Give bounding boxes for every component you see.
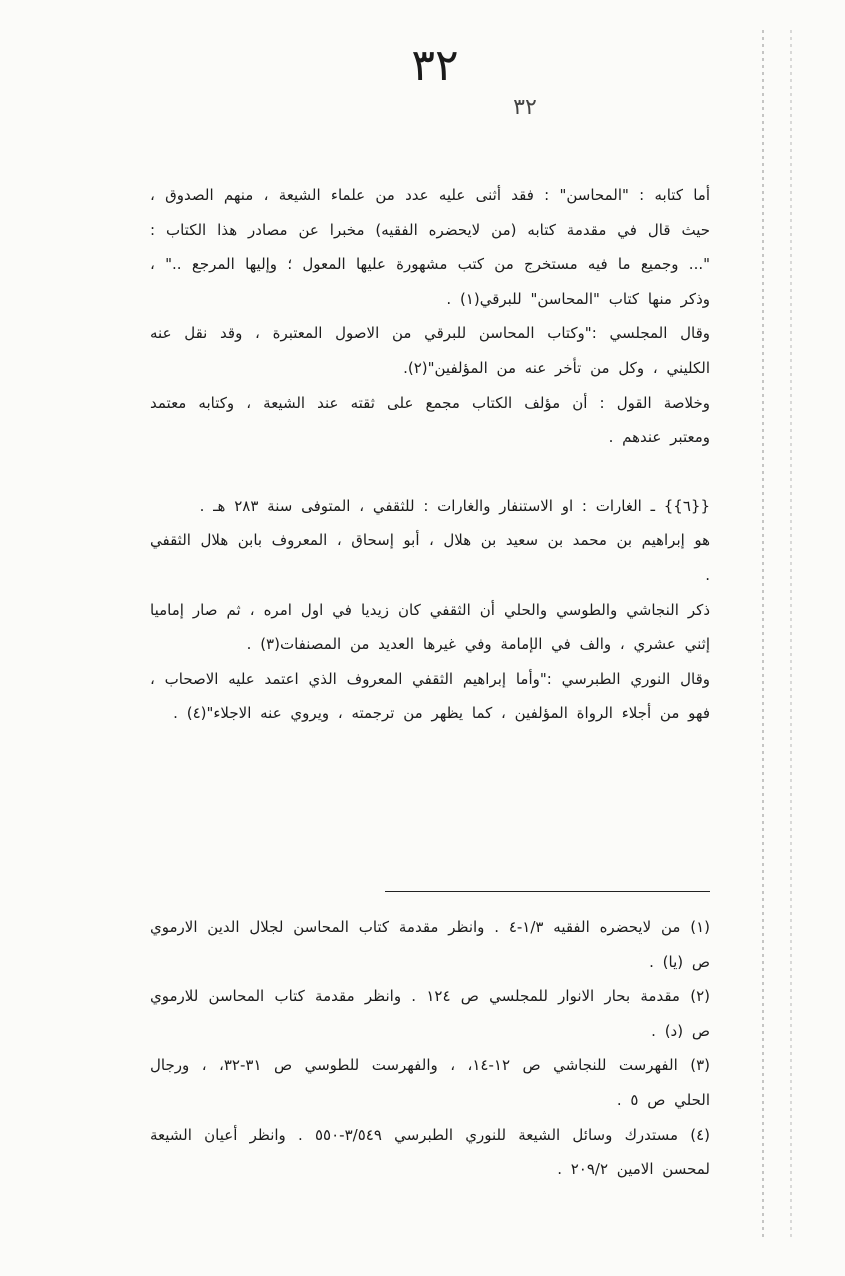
paragraph: وقال المجلسي :"وكتاب المحاسن للبرقي من الاصول المعتبرة ، وقد نقل عنه الكليني ، وكل من تأخر عنه من المؤلفين"(٢).	[150, 324, 710, 377]
section-gap	[150, 455, 710, 489]
paragraph: هو إبراهيم بن محمد بن سعيد بن هلال ، أبو إسحاق ، المعروف بابن هلال الثقفي .	[150, 531, 710, 584]
handwritten-page-number: ٣٢	[411, 40, 459, 91]
paragraph: وخلاصة القول : أن مؤلف الكتاب مجمع على ثقته عند الشيعة ، وكتابه معتمد ومعتبر عندهم .	[150, 393, 710, 447]
footnote: (٢) مقدمة بحار الانوار للمجلسي ص ١٢٤ . وانظر مقدمة كتاب المحاسن للارموي ص (د) .	[150, 987, 710, 1040]
paragraph: أما كتابه : "المحاسن" : فقد أثنى عليه عدد من علماء الشيعة ، منهم الصدوق ، حيث قال في مقدمة كتابه (من لايحضره الفقيه) مخبرا عن مصادر هذا الكتاب : "... وجميع ما فيه مستخرج من كتب مشهورة عليها المعول ؛ وإليها المرجع .." ، وذكر منها كتاب "المحاسن" للبرقي(١) .	[150, 186, 710, 308]
scan-edge-artifact	[762, 30, 764, 1240]
body-text	[150, 178, 710, 731]
section-heading: {{٦}} ـ الغارات : او الاستنفار والغارات : للثقفي ، المتوفى سنة ٢٨٣ هـ .	[199, 496, 710, 515]
paragraph: ذكر النجاشي والطوسي والحلي أن الثقفي كان زيديا في اول امره ، ثم صار إماميا إثني عشري ، والف في الإمامة وفي غيرها العديد من المصنفات(٣) .	[150, 600, 710, 654]
footnote: (٣) الفهرست للنجاشي ص ١٢-١٤، ، والفهرست للطوسي ص ٣١-٣٢، ، ورجال الحلي ص ٥ .	[150, 1056, 710, 1109]
footnote-divider	[385, 891, 710, 892]
paragraph: وقال النوري الطبرسي :"وأما إبراهيم الثقفي المعروف الذي اعتمد عليه الاصحاب ، فهو من أجلاء الرواة المؤلفين ، كما يظهر من ترجمته ، ويروي عنه الاجلاء"(٤) .	[150, 669, 710, 723]
footnote: (٤) مستدرك وسائل الشيعة للنوري الطبرسي ٣/٥٤٩-٥٥٠ . وانظر أعيان الشيعة لمحسن الامين ٢٠٩/٢ .	[150, 1125, 710, 1179]
footnote: (١) من لايحضره الفقيه ١/٣-٤ . وانظر مقدمة كتاب المحاسن لجلال الدين الارموي ص (يا) .	[150, 918, 710, 971]
footnotes	[150, 910, 710, 1187]
printed-page-number: ٣٢	[513, 95, 537, 120]
scan-edge-artifact	[790, 30, 792, 1240]
